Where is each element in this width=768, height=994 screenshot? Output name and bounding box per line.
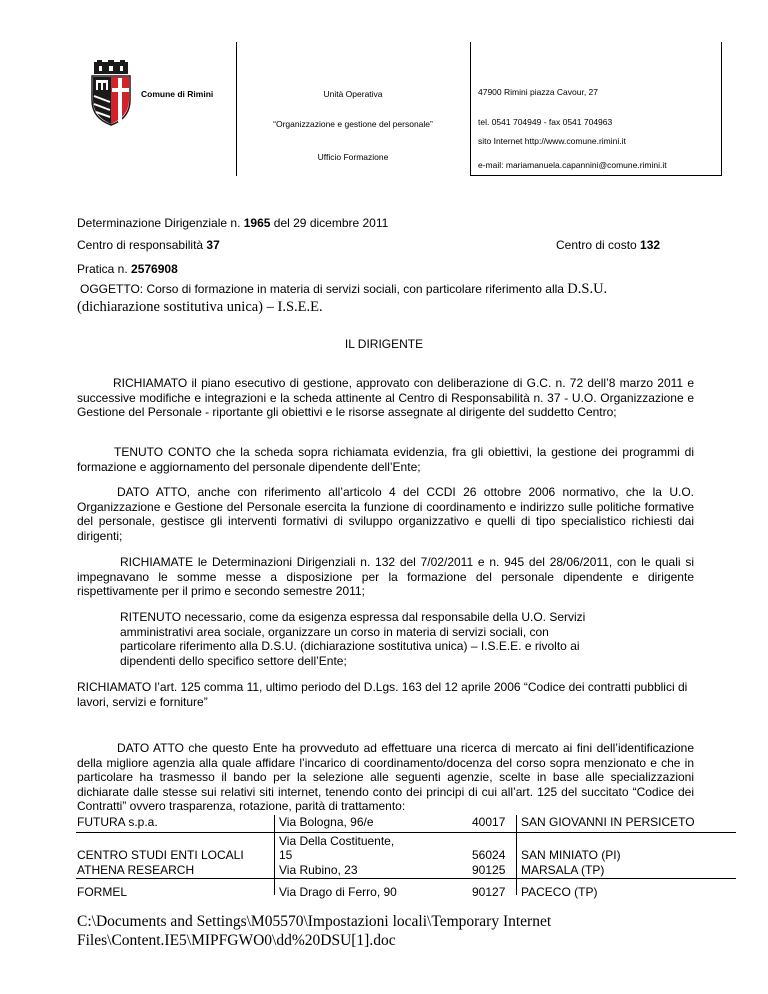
agency-street: Via Drago di Ferro, 90 [279,885,397,899]
responsibility-center: Centro di responsabilità 37 [77,238,220,252]
website: sito Internet http://www.comune.rimini.it [478,136,626,146]
subject-line-2: (dichiarazione sostitutiva unica) – I.S.E.E. [77,299,323,315]
paragraph-tenuto-conto: TENUTO CONTO che la scheda sopra richiamata evidenzia, fra gli obiettivi, la gestione dei programmi di formazione e aggiornamento del personale dipendente dell’Ente; [77,445,694,474]
paragraph-richiamate-determinazioni: RICHIAMATE le Determinazioni Dirigenziali n. 132 del 7/02/2011 e n. 945 del 28/06/2011, con le quali si impegnavano le somme messe a disposizione per la formazione del personale dipendente e dirigente rispettivamente per il primo e secondo semestre 2011; [77,555,694,599]
rimini-coat-of-arms-icon [88,60,134,126]
agency-name: ATHENA RESEARCH [77,863,195,877]
agency-street-line1: Via Della Costituente, [279,834,395,848]
agency-city: PACECO (TP) [521,885,598,899]
file-path-line-2: Files\Content.IE5\MIPFGWO0\dd%20DSU[1].doc [77,932,396,949]
address: 47900 Rimini piazza Cavour, 27 [478,87,599,97]
agency-name: FUTURA s.p.a. [77,815,158,829]
agency-name: FORMEL [77,885,128,899]
section-title: IL DIRIGENTE [344,337,424,351]
office-name: Ufficio Formazione [317,152,389,162]
agency-name: CENTRO STUDI ENTI LOCALI [77,848,244,862]
file-path-line-1: C:\Documents and Settings\M05570\Impostazioni locali\Temporary Internet [77,913,552,930]
agency-street: Via Rubino, 23 [279,863,358,877]
agency-cap: 90127 [472,885,506,899]
email: e-mail: mariamanuela.capannini@comune.rimini.it [478,160,667,170]
unit-label: Unità Operativa [323,89,383,99]
agency-cap: 56024 [472,848,506,862]
agency-street: Via Bologna, 96/e [279,815,374,829]
file-path-footer [77,912,551,950]
cost-center: Centro di costo 132 [556,238,661,252]
municipality-name: Comune di Rimini [141,89,214,99]
agency-cap: 40017 [472,815,506,829]
agency-city: SAN GIOVANNI IN PERSICETO [521,815,695,829]
paragraph-richiamato-peg: RICHIAMATO il piano esecutivo di gestione, approvato con deliberazione di G.C. n. 72 dell’8 marzo 2011 e successive modifiche e integrazioni e la scheda attinente al Centro di Responsabilità n. 37 - U.O. Organizzazione e Gestione del Personale - riportante gli obiettivi e le risorse assegnate al dirigente del suddetto Centro; [77,376,694,420]
agency-city: SAN MINIATO (PI) [521,848,621,862]
agency-cap: 90125 [472,863,506,877]
subject-line-1: OGGETTO: Corso di formazione in materia di servizi sociali, con particolare riferimento alla D.S.U. [80,281,608,297]
paragraph-richiamato-art125: RICHIAMATO l’art. 125 comma 11, ultimo periodo del D.Lgs. 163 del 12 aprile 2006 “Codice dei contratti pubblici di lavori, servizi e forniture” [77,680,688,709]
paragraph-dato-atto-ricerca: DATO ATTO che questo Ente ha provveduto ad effettuare una ricerca di mercato ai fini dell’identificazione della migliore agenzia alla quale affidare l’incarico di coordinamento/docenza del corso sopra menzionato e che in particolare ha trasmesso il bando per la selezione alle seguenti agenzie, scelte in base alle specializzazioni dichiarate dalle stesse sui relativi siti internet, tenendo conto dei principi di cui all’art. 125 del succitato “Codice dei Contratti” ovvero trasparenza, rotazione, parità di trattamento: [77,741,694,814]
phone-fax: tel. 0541 704949 - fax 0541 704963 [478,117,613,127]
paragraph-ritenuto: RITENUTO necessario, come da esigenza espressa dal responsabile della U.O. Servizi amministrativi area sociale, organizzare un corso in materia di servizi sociali, con particolare riferimento alla D.S.U. (dichiarazione sostitutiva unica) – I.S.E.E. e rivolto ai dipendenti dello specifico settore dell’Ente; [120,610,586,668]
pratica-number: Pratica n. 2576908 [77,262,178,276]
unit-name: “Organizzazione e gestione del personale” [273,119,433,129]
determination-line: Determinazione Dirigenziale n. 1965 del 29 dicembre 2011 [77,216,389,230]
paragraph-dato-atto-ccdi: DATO ATTO, anche con riferimento all’articolo 4 del CCDI 26 ottobre 2006 normativo, che la U.O. Organizzazione e Gestione del Personale esercita la funzione di coordinamento e indirizzo sulle politiche formative del personale, gestisce gli interventi formativi di sviluppo organizzativo e quelli di tipo specialistico richiesti dai dirigenti; [77,485,694,543]
agency-street: 15 [279,848,293,862]
agency-city: MARSALA (TP) [521,863,605,877]
